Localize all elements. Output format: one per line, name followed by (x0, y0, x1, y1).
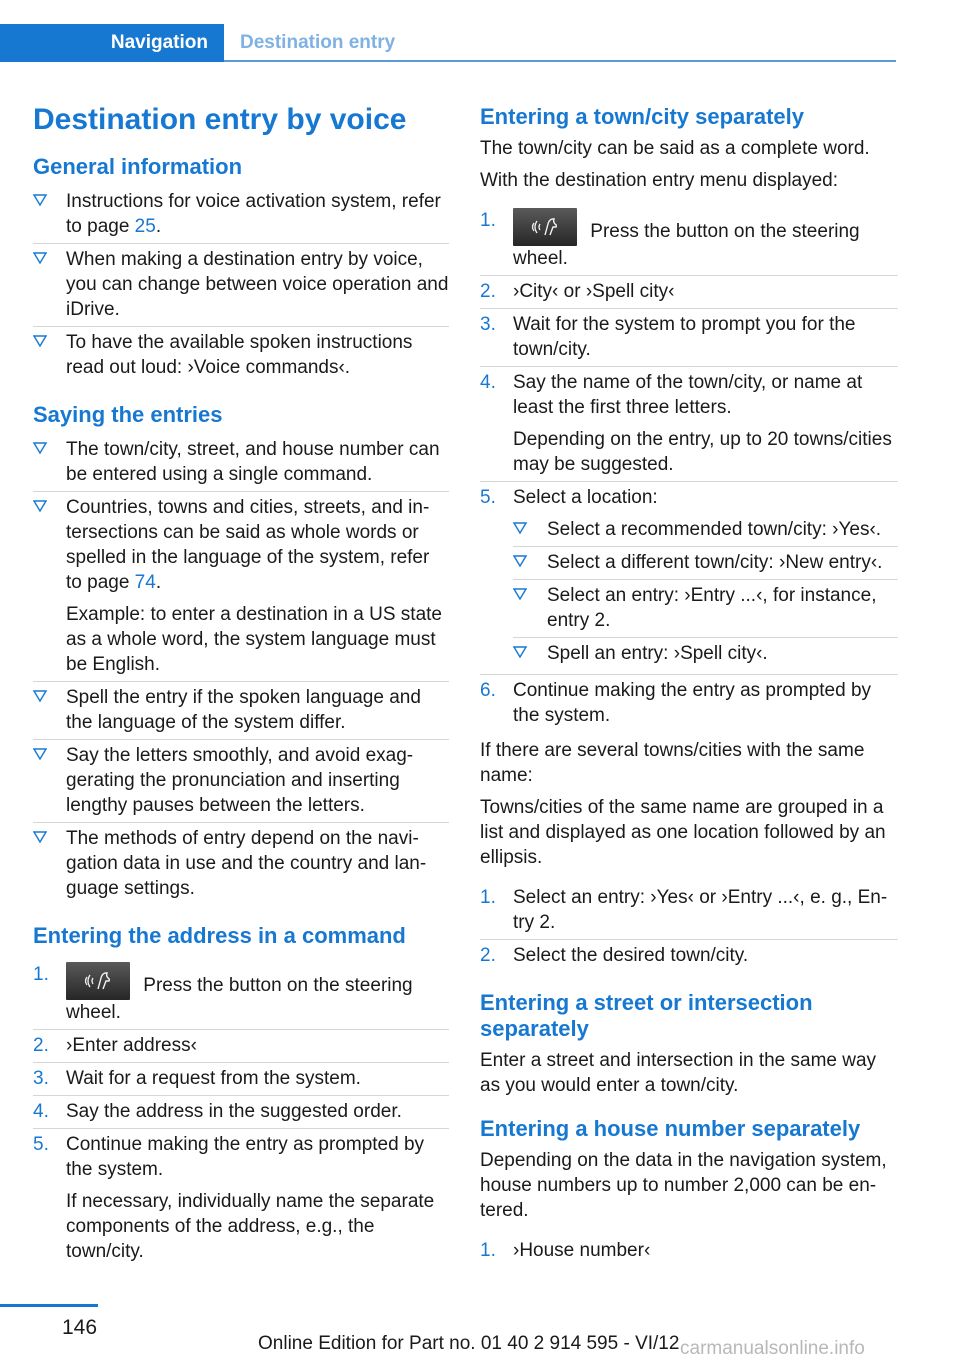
house-steps (480, 1235, 898, 1267)
heading-city-separately: Entering a town/city separately (480, 104, 804, 129)
voice-activation-button-icon (66, 962, 130, 1000)
list-item: 6. Continue making the entry as prompted by the system. (480, 680, 872, 726)
watermark: carmanualsonline.info (680, 1338, 865, 1359)
voice-activation-button-icon (513, 208, 577, 246)
list-item: Select a recommended town/city: ›Yes‹. (513, 514, 898, 547)
saying-list (33, 434, 449, 905)
triangle-bullet-icon (33, 251, 47, 265)
list-item: 1. Select an entry: ›Yes‹ or ›Entry ...‹, e. g., Entry 2. (480, 882, 898, 940)
list-item: 4. Say the name of the town/city, or name at least the first three letters. Depending on the entry, up to 20 towns/cities may be suggested. (480, 367, 898, 482)
list-item: Select an entry: ›Entry ...‹, for instance, entry 2. (513, 580, 898, 638)
command-steps (33, 959, 449, 1268)
list-item: 1. Press the button on the steering wheel. (33, 959, 449, 1030)
edition-note: Online Edition for Part no. 01 40 2 914 595 - VI/12 (258, 1333, 680, 1354)
list-item: 3. Wait for a request from the system. (33, 1063, 449, 1096)
triangle-bullet-icon (33, 499, 47, 513)
list-item: 2. Select the desired town/city. (480, 945, 749, 966)
list-item: The town/city, street, and house number can be entered using a single command. (33, 434, 449, 492)
footer-rule (0, 1304, 98, 1307)
step-note: If necessary, individually name the separate components of the address, e.g., the town/city. (66, 1191, 435, 1262)
paragraph: The town/city can be said as a complete word. (480, 138, 870, 159)
paragraph: Towns/cities of the same name are grouped in a list and displayed as one location followed by an ellipsis. (480, 797, 886, 868)
list-item: To have the available spoken instructions read out loud: ›Voice commands‹. (33, 327, 449, 384)
paragraph: Enter a street and intersection in the same way as you would enter a town/city. (480, 1050, 877, 1096)
page-number: 146 (62, 1316, 98, 1339)
list-item: Instructions for voice activation system, refer to page 25. (33, 186, 449, 244)
list-item: 2. ›City‹ or ›Spell city‹ (480, 276, 898, 309)
triangle-bullet-icon (513, 521, 527, 535)
heading-street-separately: Entering a street or intersection separately (480, 990, 813, 1041)
triangle-bullet-icon (33, 441, 47, 455)
triangle-bullet-icon (513, 645, 527, 659)
step-note: Depending on the entry, up to 20 towns/cities may be suggested. (513, 429, 892, 475)
list-item: Spell an entry: ›Spell city‹. (513, 638, 898, 670)
paragraph: Depending on the data in the navigation system, house numbers up to number 2,000 can be entered. (480, 1150, 887, 1221)
page-ref-link[interactable]: 25 (134, 216, 156, 237)
right-column (480, 100, 898, 1267)
list-item: 4. Say the address in the suggested order. (33, 1096, 449, 1129)
heading-general-information: General information (33, 154, 243, 179)
triangle-bullet-icon (33, 334, 47, 348)
triangle-bullet-icon (513, 587, 527, 601)
heading-house-number: Entering a house number separately (480, 1116, 861, 1141)
list-item: Say the letters smoothly, and avoid exaggerating the pronunciation and inserting lengthy pauses between the letters. (33, 740, 449, 823)
location-options (513, 514, 898, 670)
triangle-bullet-icon (33, 747, 47, 761)
list-item: Select a different town/city: ›New entry‹. (513, 547, 898, 580)
list-item: 2. ›Enter address‹ (33, 1030, 449, 1063)
same-name-steps (480, 882, 898, 972)
page-title: Destination entry by voice (33, 103, 407, 136)
triangle-bullet-icon (33, 689, 47, 703)
heading-address-command: Entering the address in a command (33, 923, 406, 948)
list-item: 1. Press the button on the steering wheel. (480, 205, 898, 276)
paragraph: With the destination entry menu displayed: (480, 170, 839, 191)
general-list (33, 186, 449, 384)
example-note: Example: to enter a destination in a US state as a whole word, the system language must be English. (66, 604, 442, 675)
list-item: Spell the entry if the spoken language and the language of the system differ. (33, 682, 449, 740)
city-steps (480, 205, 898, 732)
list-item: The methods of entry depend on the navigation data in use and the country and language settings. (33, 823, 449, 905)
heading-saying-entries: Saying the entries (33, 402, 223, 427)
triangle-bullet-icon (33, 193, 47, 207)
paragraph: If there are several towns/cities with the same name: (480, 740, 865, 786)
list-item: 5. Continue making the entry as prompted by the system. If necessary, individually name the separate components of the address, e.g., the town/city. (33, 1129, 449, 1268)
page-ref-link[interactable]: 74 (134, 572, 156, 593)
list-item: 5. Select a location: Select a recommended town/city: ›Yes‹. Select a different town/city: ›New entry‹. Select an entry: ›Entry ...‹, for instance, entry 2. Spell an entry: ›Spell city‹. (480, 482, 898, 675)
section-tab-destination-entry[interactable]: Destination entry (240, 32, 396, 53)
list-item: Countries, towns and cities, streets, and intersections can be said as whole words or spelled in the language of the system, refer to page 74. Example: to enter a destination in a US state as a whole word, the system language must be English. (33, 492, 449, 682)
list-item: 1. ›House number‹ (480, 1240, 651, 1261)
triangle-bullet-icon (513, 554, 527, 568)
section-tab-navigation[interactable]: Navigation (0, 24, 224, 62)
header-rule (224, 60, 896, 62)
page-header (0, 24, 896, 62)
list-item: When making a destination entry by voice, you can change between voice operation and iDrive. (33, 244, 449, 327)
list-item: 3. Wait for the system to prompt you for the town/city. (480, 309, 898, 367)
left-column (33, 100, 449, 1268)
triangle-bullet-icon (33, 830, 47, 844)
